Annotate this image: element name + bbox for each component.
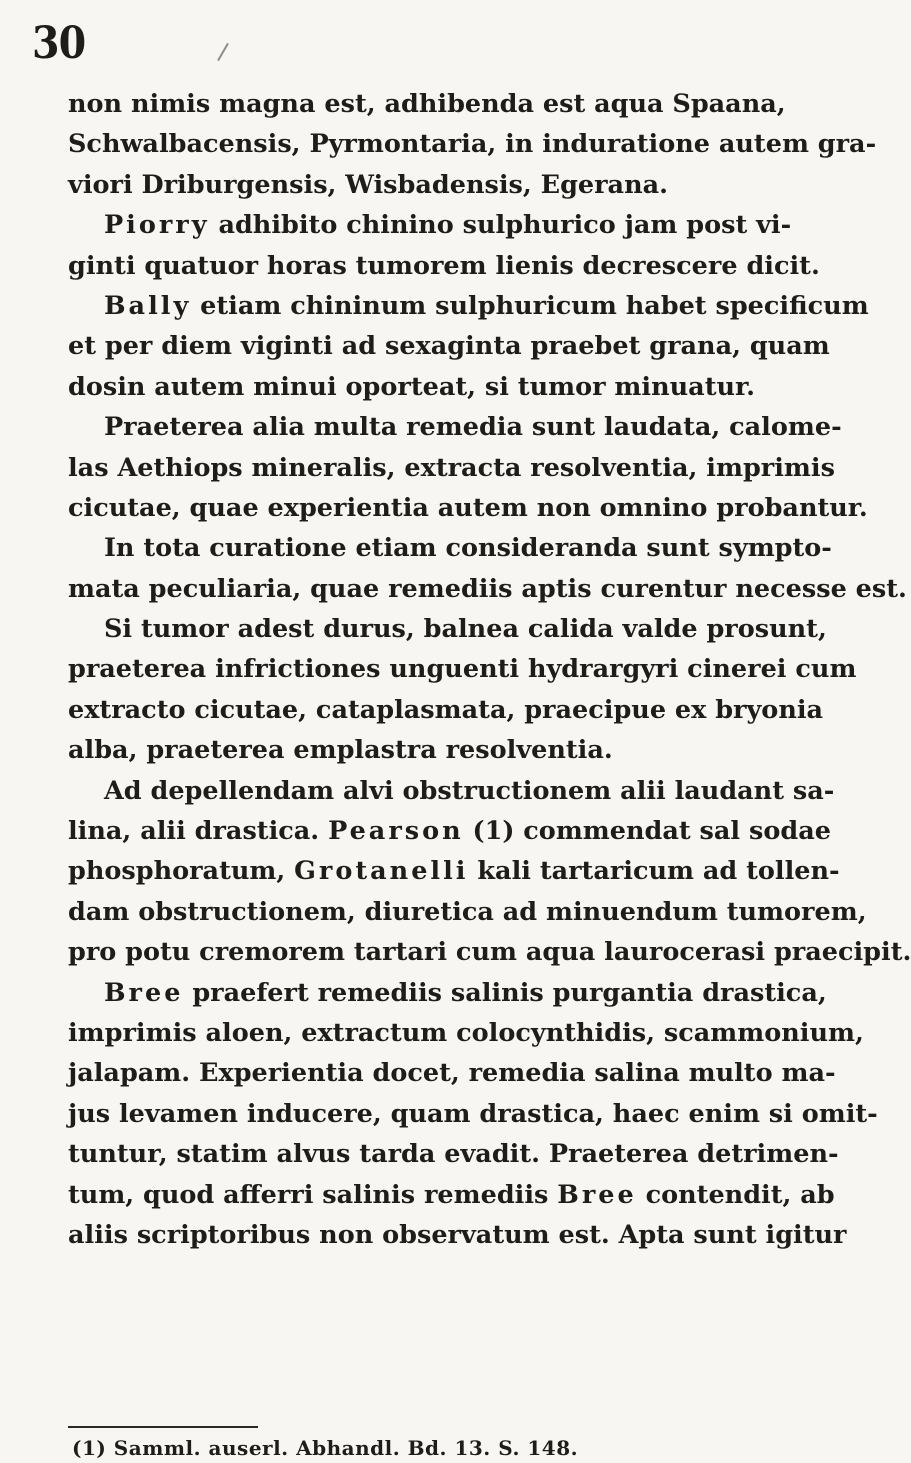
- text-segment: tum, quod afferri salinis remediis: [68, 1179, 558, 1210]
- text-line: [68, 407, 842, 447]
- text-segment: (1) commendat sal sodae: [463, 816, 831, 847]
- text-line: [68, 124, 877, 164]
- text-segment: jalapam. Experientia docet, remedia salina multo ma-: [68, 1058, 836, 1089]
- text-segment: etiam chininum sulphuricum habet specificum: [191, 290, 869, 321]
- author-name: Grotanelli: [294, 856, 469, 887]
- text-segment: In tota curatione etiam consideranda sunt sympto-: [104, 533, 832, 564]
- text-line: [68, 528, 832, 568]
- text-line: [68, 1053, 836, 1093]
- author-name: Bree: [104, 977, 184, 1008]
- text-line: [68, 609, 827, 649]
- text-segment: et per diem viginti ad sexaginta praebet grana, quam: [68, 331, 830, 362]
- body-text: [68, 84, 911, 1255]
- text-segment: Praeterea alia multa remedia sunt laudata, calome-: [104, 412, 842, 443]
- text-line: [68, 932, 911, 972]
- text-line: [68, 246, 820, 286]
- text-line: [68, 326, 830, 366]
- text-segment: tuntur, statim alvus tarda evadit. Praeterea detrimen-: [68, 1139, 839, 1170]
- text-line: [68, 690, 824, 730]
- text-segment: jus levamen inducere, quam drastica, haec enim si omit-: [68, 1098, 878, 1129]
- text-line: [68, 892, 867, 932]
- text-line: [68, 649, 857, 689]
- text-line: [68, 771, 835, 811]
- text-segment: pro potu cremorem tartari cum aqua laurocerasi praecipit.: [68, 937, 911, 968]
- page-number: 30: [32, 18, 86, 69]
- footnote-rule: [68, 1426, 258, 1428]
- text-segment: viori Driburgensis, Wisbadensis, Egerana.: [68, 169, 669, 200]
- text-line: [68, 730, 768, 770]
- text-segment: dosin autem minui oporteat, si tumor minuatur.: [68, 371, 755, 402]
- text-segment: ginti quatuor horas tumorem lienis decrescere dicit.: [68, 250, 820, 281]
- text-line: [68, 1013, 864, 1053]
- text-segment: aliis scriptoribus non observatum est. Apta sunt igitur: [68, 1219, 847, 1250]
- text-line: [68, 165, 768, 205]
- author-name: Bally: [104, 290, 192, 321]
- text-segment: kali tartaricum ad tollen-: [468, 856, 840, 887]
- text-segment: non nimis magna est, adhibenda est aqua Spaana,: [68, 89, 786, 119]
- author-name: Pearson: [328, 816, 464, 847]
- text-line: [68, 286, 869, 326]
- text-segment: Schwalbacensis, Pyrmontaria, in induratione autem gra-: [68, 129, 877, 160]
- text-segment: las Aethiops mineralis, extracta resolventia, imprimis: [68, 452, 835, 483]
- text-segment: extracto cicutae, cataplasmata, praecipue ex bryonia: [68, 694, 824, 725]
- text-segment: cicutae, quae experientia autem non omnino probantur.: [68, 492, 868, 523]
- text-line: [68, 367, 768, 407]
- stray-mark: [217, 43, 229, 61]
- text-segment: dam obstructionem, diuretica ad minuendum tumorem,: [68, 896, 867, 927]
- text-line: [68, 851, 840, 891]
- text-line: [68, 1094, 878, 1134]
- text-segment: phosphoratum,: [68, 856, 295, 887]
- text-line: [68, 973, 827, 1013]
- text-segment: Si tumor adest durus, balnea calida valde prosunt,: [104, 614, 827, 645]
- text-segment: imprimis aloen, extractum colocynthidis, scammonium,: [68, 1017, 864, 1048]
- text-line: [68, 205, 792, 245]
- text-segment: mata peculiaria, quae remediis aptis curentur necesse est.: [68, 573, 907, 604]
- text-segment: praefert remediis salinis purgantia drastica,: [183, 977, 827, 1008]
- text-line: [68, 1215, 847, 1255]
- text-segment: alba, praeterea emplastra resolventia.: [68, 735, 613, 766]
- author-name: Bree: [557, 1179, 637, 1210]
- text-line: [68, 1134, 839, 1174]
- text-segment: adhibito chinino sulphurico jam post vi-: [209, 210, 792, 241]
- text-segment: praeterea infrictiones unguenti hydrargyri cinerei cum: [68, 654, 857, 685]
- text-line: [68, 84, 786, 124]
- text-line: [68, 488, 868, 528]
- text-line: [68, 811, 831, 851]
- footnote: (1) Samml. auserl. Abhandl. Bd. 13. S. 148.: [72, 1436, 579, 1460]
- author-name: Piorry: [104, 210, 210, 241]
- text-segment: lina, alii drastica.: [68, 816, 329, 847]
- text-line: [68, 448, 835, 488]
- text-line: [68, 1175, 835, 1215]
- text-segment: contendit, ab: [636, 1179, 835, 1210]
- text-line: [68, 569, 907, 609]
- text-segment: Ad depellendam alvi obstructionem alii laudant sa-: [104, 775, 835, 806]
